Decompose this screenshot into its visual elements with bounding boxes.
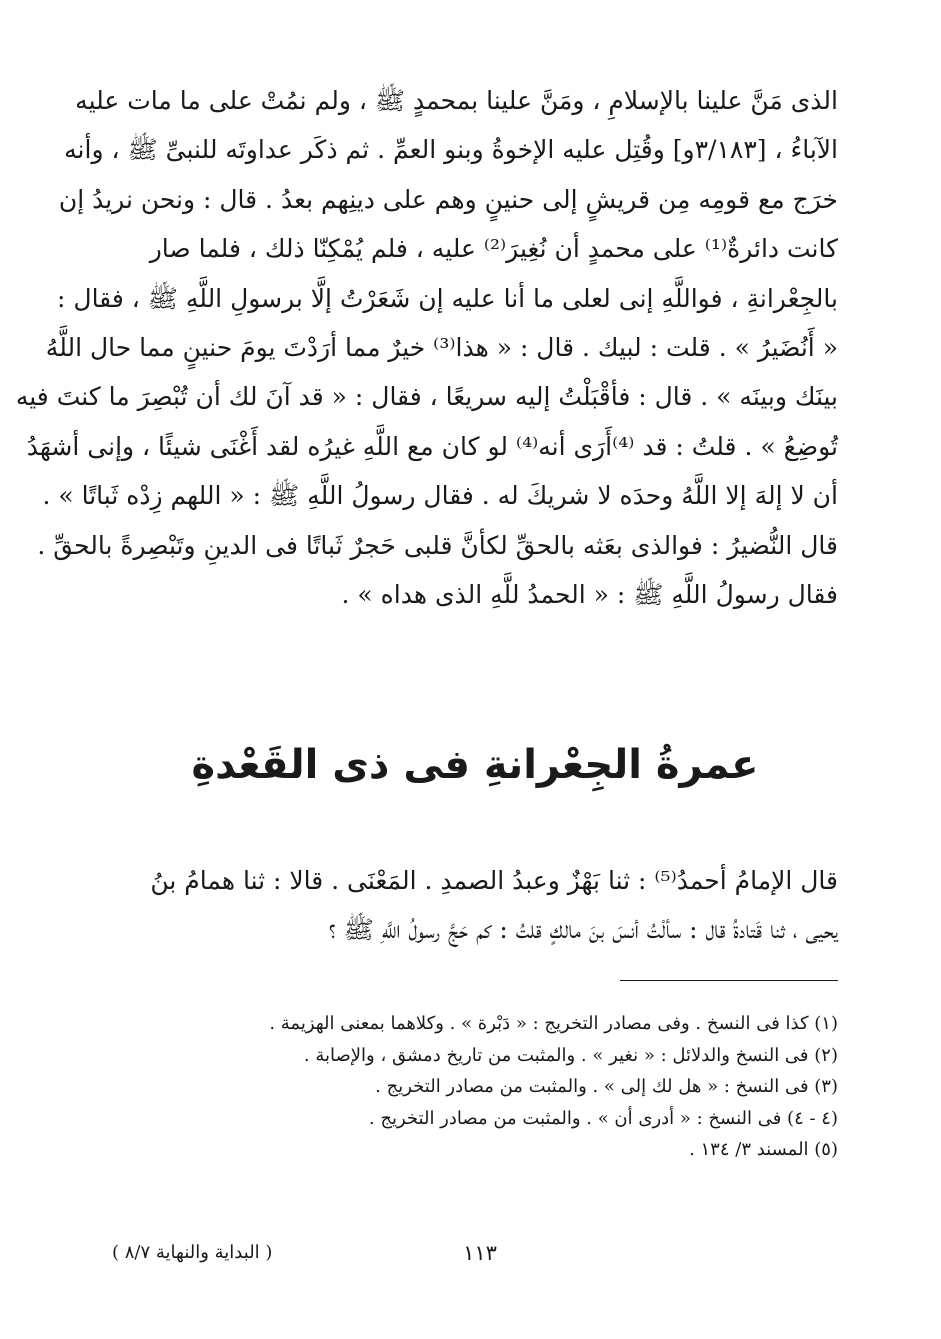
text-line: بالجِعْرانةِ ، فواللَّهِ إنى لعلى ما أنا عليه إن شَعَرْتُ إلَّا برسولِ اللَّهِ ﷺ ، فقال : <box>57 283 838 313</box>
footnote-5: (٥) المسند ٣/ ١٣٤ . <box>689 1139 838 1160</box>
footnote-1: (١) كذا فى النسخ . وفى مصادر التخريج : « دَبْرة » . وكلاهما بمعنى الهزيمة . <box>269 1013 838 1034</box>
running-footer: ( البداية والنهاية ٨/٧ ) <box>112 1242 273 1263</box>
second-passage <box>112 856 838 955</box>
main-passage <box>15 76 838 619</box>
text-line: كانت دائرةٌ⁽¹⁾ على محمدٍ أن نُغِيرَ⁽²⁾ عليه ، فلم يُمْكِنّا ذلك ، فلما صار <box>149 234 838 264</box>
footnote-2: (٢) فى النسخ والدلائل : « نغير » . والمثبت من تاريخ دمشق ، والإصابة . <box>303 1044 838 1066</box>
footnote-separator <box>620 980 838 981</box>
footnote-4: (٤ - ٤) فى النسخ : « أدرى أن » . والمثبت من مصادر التخريج . <box>368 1107 838 1129</box>
text-line: الآباءُ ، [٣/١٨٣و] وقُتِل عليه الإخوةُ وبنو العمِّ . ثم ذكَر عداوتَه للنبىِّ ﷺ ، وأنه <box>64 135 838 165</box>
text-line: يحيى ، ثنا قَتادةُ قال : سألْتُ أنسَ بنَ مالكٍ قلتُ : كم حَجَّ رسولُ اللَّهِ ﷺ ؟ <box>328 915 838 945</box>
text-line: قال الإمامُ أحمدُ⁽⁵⁾ : ثنا بَهْزٌ وعبدُ الصمدِ . المَعْنَى . قالا : ثنا همامُ بنُ <box>150 866 838 895</box>
footnotes <box>112 1008 838 1166</box>
text-line: فقال رسولُ اللَّهِ ﷺ : « الحمدُ للَّهِ الذى هداه » . <box>341 580 838 610</box>
page-number: ١١٣ <box>463 1241 497 1265</box>
text-line: بينَك وبينَه » . قال : فأقْبَلْتُ إليه سريعًا ، فقال : « قد آنَ لك أن تُبْصِرَ ما كنتَ فيه <box>15 382 838 412</box>
text-line: « أَنُضَيرُ » . قلت : لبيك . قال : « هذا⁽³⁾ خيرٌ مما أرَدْتَ يومَ حنينٍ مما حال اللَّهُ <box>45 333 838 363</box>
text-line: الذى مَنَّ علينا بالإسلامِ ، ومَنَّ علينا بمحمدٍ ﷺ ، ولم نمُتْ على ما مات عليه <box>75 86 838 115</box>
text-line: قال النُّضيرُ : فوالذى بعَثه بالحقِّ لكأنَّ قلبى حَجرٌ ثَباتًا فى الدينِ وتَبْصِرةً بالحقِّ . <box>37 530 838 560</box>
footnote-3: (٣) فى النسخ : « هل لك إلى » . والمثبت من مصادر التخريج . <box>375 1076 838 1097</box>
section-heading: عمرةُ الجِعْرانةِ فى ذى القَعْدةِ <box>191 742 759 788</box>
text-line: تُوضِعُ » . قلتُ : قد ⁽⁴⁾أَرَى أنه⁽⁴⁾ لو كان مع اللَّهِ غيرُه لقد أَغْنَى شيئًا ، وإنى أشهَدُ <box>26 431 838 461</box>
text-line: خرَج مع قومِه مِن قريشٍ إلى حنينٍ وهم على دينِهم بعدُ . قال : ونحن نريدُ إن <box>58 184 838 214</box>
text-line: أن لا إلهَ إلا اللَّهُ وحدَه لا شريكَ له . فقال رسولُ اللَّهِ ﷺ : « اللهم زِدْه ثَباتًا » . <box>42 481 838 511</box>
